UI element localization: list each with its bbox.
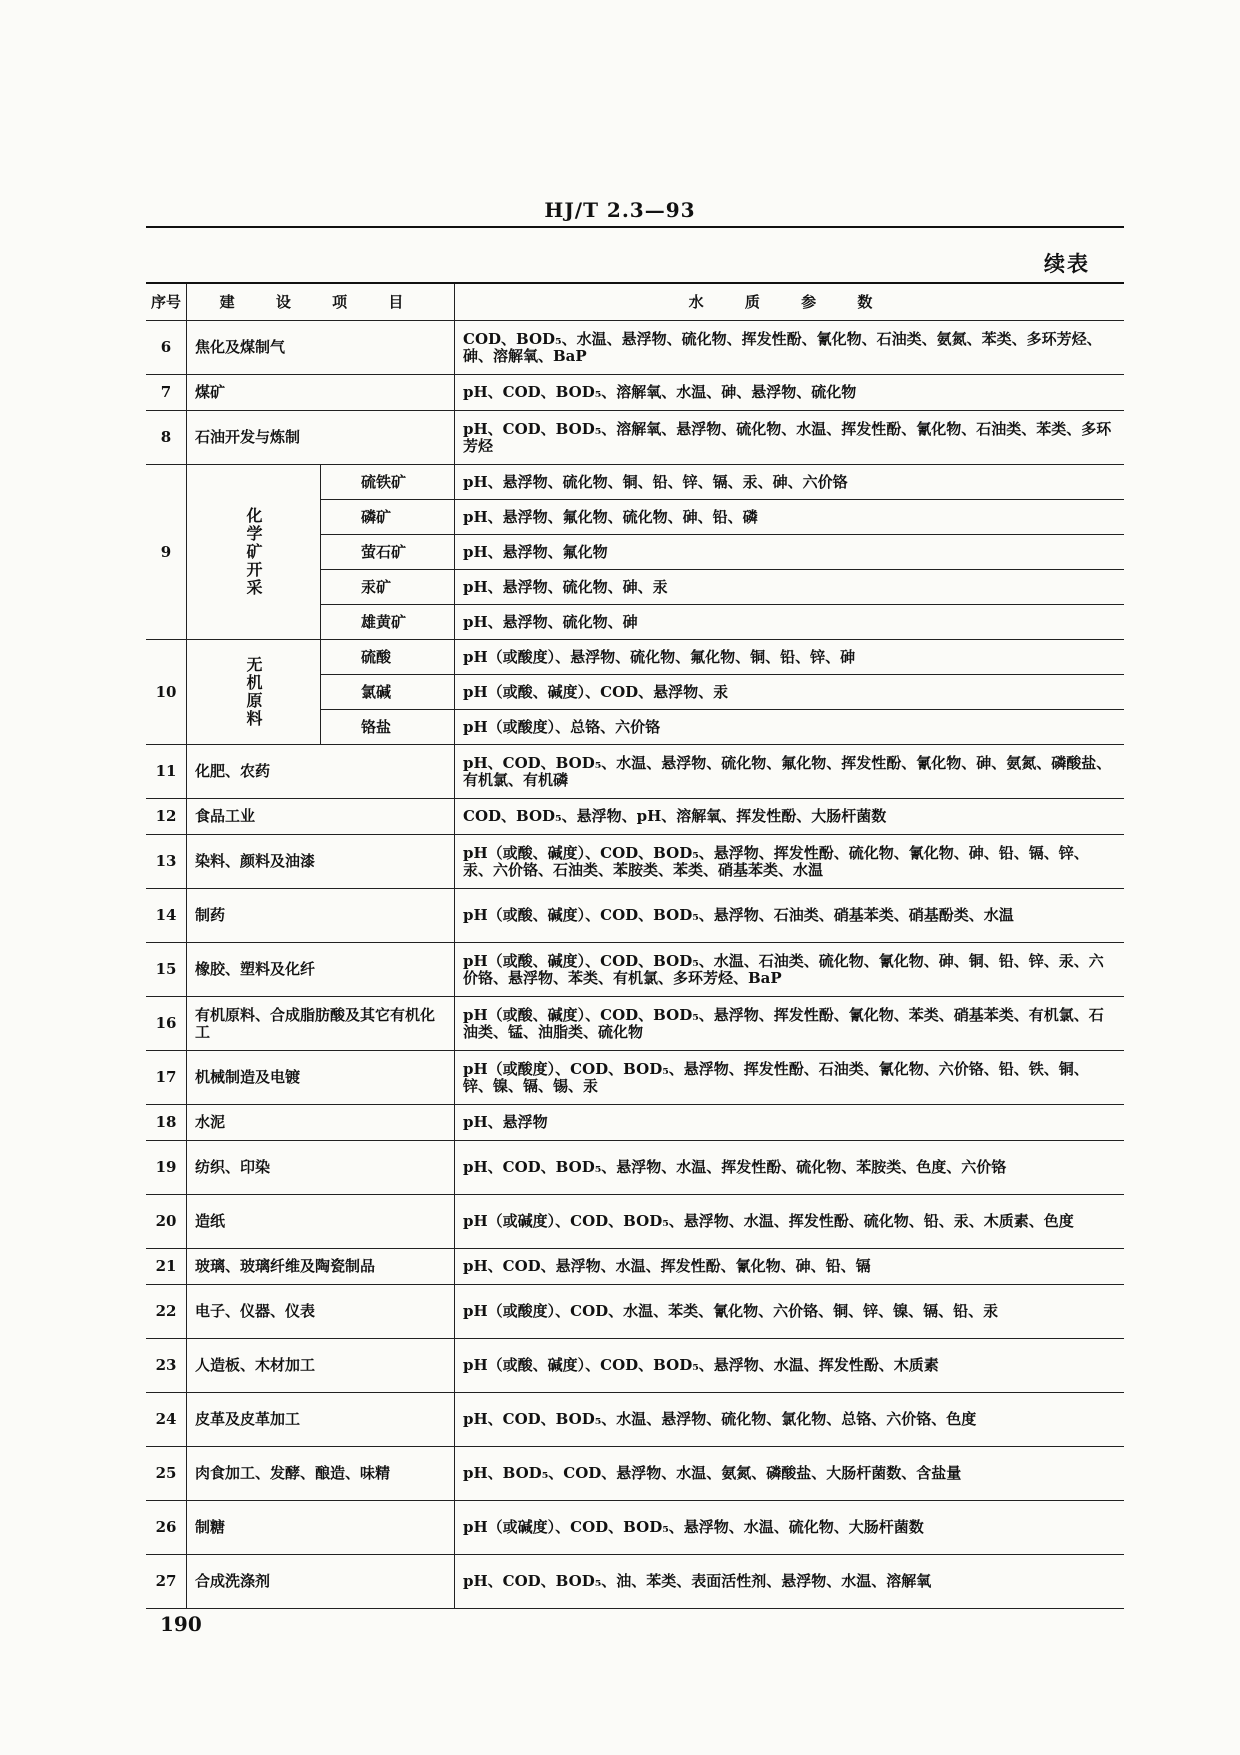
row-number: 6 bbox=[146, 321, 187, 375]
row-number: 8 bbox=[146, 411, 187, 465]
row-number: 14 bbox=[146, 889, 187, 943]
row-number: 24 bbox=[146, 1393, 187, 1447]
table-row bbox=[146, 321, 1124, 375]
row-params: pH（或酸、碱度）、COD、BOD₅、悬浮物、石油类、硝基苯类、硝基酚类、水温 bbox=[455, 889, 1125, 943]
row-project: 食品工业 bbox=[187, 799, 455, 835]
row-group-label bbox=[187, 640, 321, 745]
row-number: 18 bbox=[146, 1105, 187, 1141]
row-sub-project: 磷矿 bbox=[321, 500, 455, 535]
table-row bbox=[146, 799, 1124, 835]
row-project: 水泥 bbox=[187, 1105, 455, 1141]
row-project: 合成洗涤剂 bbox=[187, 1555, 455, 1609]
table-row bbox=[146, 1051, 1124, 1105]
table-row bbox=[146, 943, 1124, 997]
row-sub-project: 氯碱 bbox=[321, 675, 455, 710]
row-project: 化肥、农药 bbox=[187, 745, 455, 799]
row-params: pH、COD、BOD₅、水温、悬浮物、硫化物、氟化物、挥发性酚、氰化物、砷、氨氮、磷酸盐、有机氯、有机磷 bbox=[455, 745, 1125, 799]
table-row bbox=[146, 1501, 1124, 1555]
row-number: 7 bbox=[146, 375, 187, 411]
row-number: 19 bbox=[146, 1141, 187, 1195]
row-params: COD、BOD₅、水温、悬浮物、硫化物、挥发性酚、氰化物、石油类、氨氮、苯类、多环芳烃、砷、溶解氧、BaP bbox=[455, 321, 1125, 375]
row-params: pH、COD、BOD₅、水温、悬浮物、硫化物、氯化物、总铬、六价铬、色度 bbox=[455, 1393, 1125, 1447]
row-project: 石油开发与炼制 bbox=[187, 411, 455, 465]
row-project: 电子、仪器、仪表 bbox=[187, 1285, 455, 1339]
table-row bbox=[146, 1555, 1124, 1609]
standard-code: HJ/T 2.3—93 bbox=[544, 198, 696, 222]
row-number: 26 bbox=[146, 1501, 187, 1555]
row-params: pH、COD、BOD₅、溶解氧、悬浮物、硫化物、水温、挥发性酚、氰化物、石油类、苯类、多环芳烃 bbox=[455, 411, 1125, 465]
table-row bbox=[146, 1105, 1124, 1141]
table-row bbox=[146, 745, 1124, 799]
row-project: 纺织、印染 bbox=[187, 1141, 455, 1195]
row-project: 染料、颜料及油漆 bbox=[187, 835, 455, 889]
col-header-project: 建 设 项 目 bbox=[187, 283, 455, 321]
row-sub-project: 雄黄矿 bbox=[321, 605, 455, 640]
table-row bbox=[146, 1339, 1124, 1393]
row-number: 20 bbox=[146, 1195, 187, 1249]
row-params: pH、悬浮物、氟化物、硫化物、砷、铅、磷 bbox=[455, 500, 1125, 535]
row-params: pH、悬浮物 bbox=[455, 1105, 1125, 1141]
col-header-no: 序号 bbox=[146, 283, 187, 321]
row-params: pH、COD、BOD₅、油、苯类、表面活性剂、悬浮物、水温、溶解氧 bbox=[455, 1555, 1125, 1609]
row-number: 15 bbox=[146, 943, 187, 997]
row-params: pH、BOD₅、COD、悬浮物、水温、氨氮、磷酸盐、大肠杆菌数、含盐量 bbox=[455, 1447, 1125, 1501]
row-project: 制糖 bbox=[187, 1501, 455, 1555]
row-params: pH、悬浮物、氟化物 bbox=[455, 535, 1125, 570]
group-vertical-text: 化学矿开采 bbox=[244, 507, 263, 597]
row-number: 10 bbox=[146, 640, 187, 745]
row-number: 17 bbox=[146, 1051, 187, 1105]
row-project: 有机原料、合成脂肪酸及其它有机化工 bbox=[187, 997, 455, 1051]
row-params: pH、COD、BOD₅、溶解氧、水温、砷、悬浮物、硫化物 bbox=[455, 375, 1125, 411]
table-row bbox=[146, 1141, 1124, 1195]
row-number: 9 bbox=[146, 465, 187, 640]
table-row bbox=[146, 997, 1124, 1051]
header-rule bbox=[146, 226, 1124, 228]
row-sub-project: 铬盐 bbox=[321, 710, 455, 745]
table-body bbox=[146, 321, 1124, 1609]
table-header-row bbox=[146, 283, 1124, 321]
row-params: pH（或碱度）、COD、BOD₅、悬浮物、水温、硫化物、大肠杆菌数 bbox=[455, 1501, 1125, 1555]
row-number: 13 bbox=[146, 835, 187, 889]
row-project: 焦化及煤制气 bbox=[187, 321, 455, 375]
table-row bbox=[146, 1447, 1124, 1501]
continued-label: 续表 bbox=[1044, 251, 1090, 276]
row-number: 27 bbox=[146, 1555, 187, 1609]
table-row bbox=[146, 375, 1124, 411]
row-params: pH（或酸、碱度）、COD、BOD₅、悬浮物、挥发性酚、氰化物、苯类、硝基苯类、有机氯、石油类、锰、油脂类、硫化物 bbox=[455, 997, 1125, 1051]
table-row bbox=[146, 640, 1124, 675]
row-project: 机械制造及电镀 bbox=[187, 1051, 455, 1105]
row-number: 22 bbox=[146, 1285, 187, 1339]
row-params: pH、悬浮物、硫化物、砷、汞 bbox=[455, 570, 1125, 605]
row-number: 25 bbox=[146, 1447, 187, 1501]
row-number: 21 bbox=[146, 1249, 187, 1285]
row-project: 人造板、木材加工 bbox=[187, 1339, 455, 1393]
row-params: pH（或酸度）、COD、水温、苯类、氰化物、六价铬、铜、锌、镍、镉、铅、汞 bbox=[455, 1285, 1125, 1339]
row-sub-project: 萤石矿 bbox=[321, 535, 455, 570]
table-row bbox=[146, 835, 1124, 889]
row-project: 煤矿 bbox=[187, 375, 455, 411]
row-params: pH（或酸度）、悬浮物、硫化物、氟化物、铜、铅、锌、砷 bbox=[455, 640, 1125, 675]
page-number: 190 bbox=[160, 1612, 202, 1636]
table-row bbox=[146, 1195, 1124, 1249]
row-params: pH（或碱度）、COD、BOD₅、悬浮物、水温、挥发性酚、硫化物、铅、汞、木质素、色度 bbox=[455, 1195, 1125, 1249]
row-number: 16 bbox=[146, 997, 187, 1051]
row-params: COD、BOD₅、悬浮物、pH、溶解氧、挥发性酚、大肠杆菌数 bbox=[455, 799, 1125, 835]
row-params: pH、COD、悬浮物、水温、挥发性酚、氰化物、砷、铅、镉 bbox=[455, 1249, 1125, 1285]
row-params: pH、COD、BOD₅、悬浮物、水温、挥发性酚、硫化物、苯胺类、色度、六价铬 bbox=[455, 1141, 1125, 1195]
row-project: 玻璃、玻璃纤维及陶瓷制品 bbox=[187, 1249, 455, 1285]
col-header-params: 水 质 参 数 bbox=[455, 283, 1125, 321]
row-params: pH（或酸度）、总铬、六价铬 bbox=[455, 710, 1125, 745]
row-number: 11 bbox=[146, 745, 187, 799]
table-row bbox=[146, 1393, 1124, 1447]
row-params: pH（或酸、碱度）、COD、BOD₅、悬浮物、挥发性酚、硫化物、氰化物、砷、铅、镉、锌、汞、六价铬、石油类、苯胺类、苯类、硝基苯类、水温 bbox=[455, 835, 1125, 889]
row-params: pH、悬浮物、硫化物、砷 bbox=[455, 605, 1125, 640]
row-sub-project: 硫酸 bbox=[321, 640, 455, 675]
water-quality-table bbox=[146, 282, 1124, 1609]
row-params: pH（或酸、碱度）、COD、悬浮物、汞 bbox=[455, 675, 1125, 710]
row-number: 23 bbox=[146, 1339, 187, 1393]
row-number: 12 bbox=[146, 799, 187, 835]
row-sub-project: 硫铁矿 bbox=[321, 465, 455, 500]
row-project: 皮革及皮革加工 bbox=[187, 1393, 455, 1447]
row-sub-project: 汞矿 bbox=[321, 570, 455, 605]
table-row bbox=[146, 1285, 1124, 1339]
table-row bbox=[146, 1249, 1124, 1285]
row-project: 肉食加工、发酵、酿造、味精 bbox=[187, 1447, 455, 1501]
row-params: pH（或酸、碱度）、COD、BOD₅、水温、石油类、硫化物、氰化物、砷、铜、铅、锌、汞、六价铬、悬浮物、苯类、有机氯、多环芳烃、BaP bbox=[455, 943, 1125, 997]
row-project: 橡胶、塑料及化纤 bbox=[187, 943, 455, 997]
table-row bbox=[146, 465, 1124, 500]
row-project: 制药 bbox=[187, 889, 455, 943]
row-params: pH、悬浮物、硫化物、铜、铅、锌、镉、汞、砷、六价铬 bbox=[455, 465, 1125, 500]
row-project: 造纸 bbox=[187, 1195, 455, 1249]
row-group-label bbox=[187, 465, 321, 640]
table-row bbox=[146, 411, 1124, 465]
row-params: pH（或酸度）、COD、BOD₅、悬浮物、挥发性酚、石油类、氰化物、六价铬、铅、铁、铜、锌、镍、镉、锡、汞 bbox=[455, 1051, 1125, 1105]
row-params: pH（或酸、碱度）、COD、BOD₅、悬浮物、水温、挥发性酚、木质素 bbox=[455, 1339, 1125, 1393]
group-vertical-text: 无机原料 bbox=[244, 656, 263, 728]
table-row bbox=[146, 889, 1124, 943]
